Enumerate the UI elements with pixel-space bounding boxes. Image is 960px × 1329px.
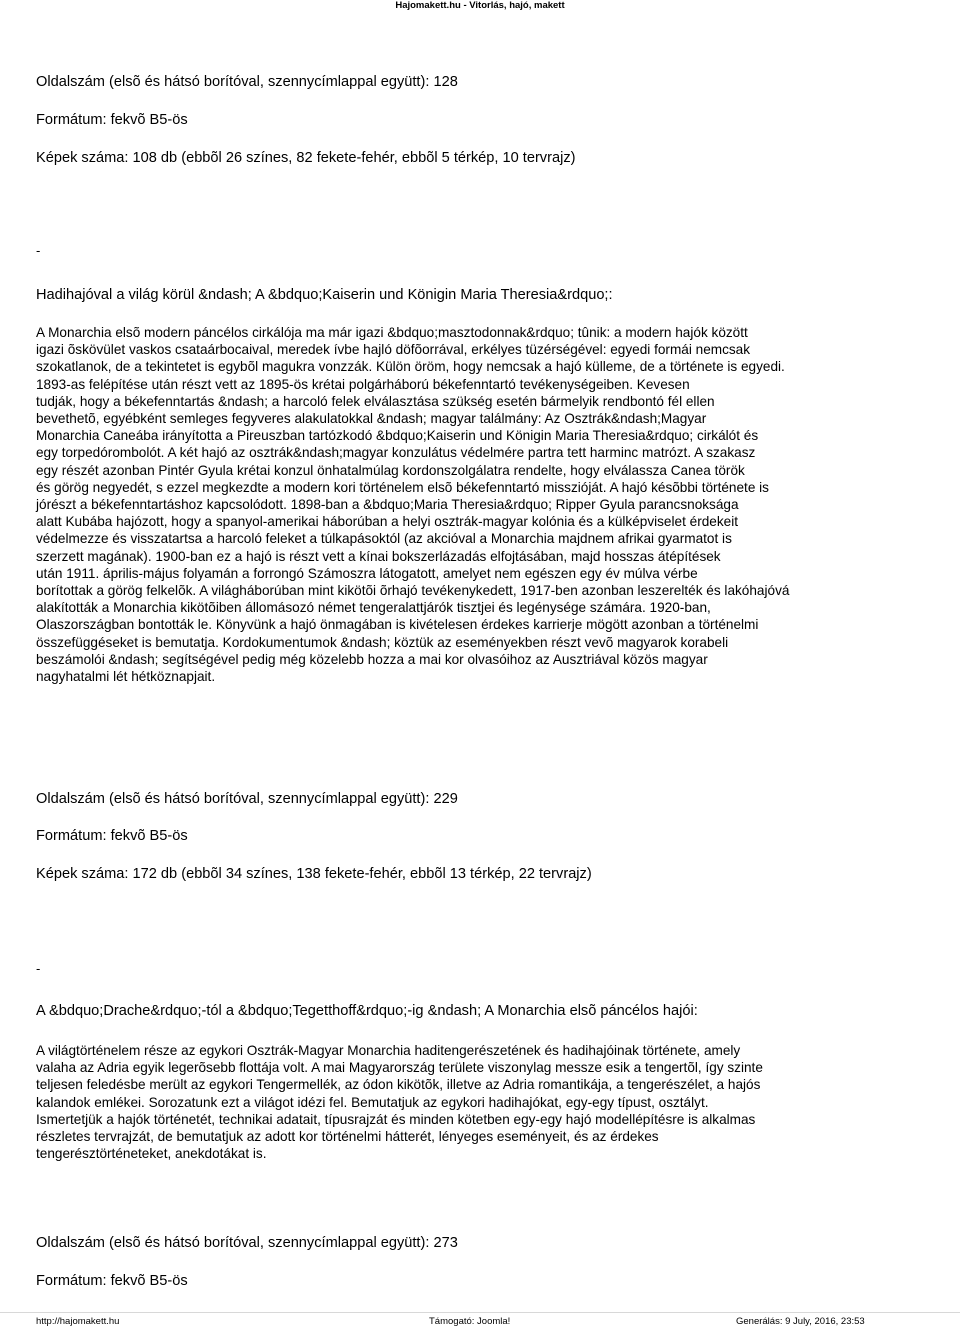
book2-image-count: Képek száma: 172 db (ebbõl 34 színes, 138 fekete-fehér, ebbõl 13 térkép, 22 tervrajz): [36, 866, 592, 882]
site-title: Hajomakett.hu - Vitorlás, hajó, makett: [395, 0, 565, 11]
book2-page-count: Oldalszám (elsõ és hátsó borítóval, szennycímlappal együtt): 229: [36, 791, 458, 807]
book1-format: Formátum: fekvõ B5-ös: [36, 112, 188, 128]
book1-line: 1893-as felépítése után részt vett az 1895-ös krétai polgárháború békefenntartó tevékenységeiben. Kevesen: [36, 376, 690, 392]
book1-page-count: Oldalszám (elsõ és hátsó borítóval, szennycímlappal együtt): 128: [36, 74, 458, 90]
book1-title: Hadihajóval a világ körül &ndash; A &bdquo;Kaiserin und Königin Maria Theresia&rdquo;:: [36, 287, 613, 303]
book2-title: A &bdquo;Drache&rdquo;-tól a &bdquo;Tegetthoff&rdquo;-ig &ndash; A Monarchia elsõ páncélos hajói:: [36, 1003, 698, 1019]
book1-line: Monarchia Caneába irányította a Pireuszban tartózkodó &bdquo;Kaiserin und Königin Maria Theresia&rdquo; cirkálót és: [36, 428, 759, 444]
book2-line: teljesen feledésbe merült az egykori Tengermellék, az ódon kikötõk, illetve az Adria romantikája, a tengerészélet, a hajós: [36, 1077, 761, 1093]
book1-line: tudják, hogy a békefenntartás &ndash; a harcoló felek elválasztása szükség esetén bármelyik rendbontó fél ellen: [36, 393, 715, 409]
book1-line: egy torpedórombolót. A két hajó az osztrák&ndash;magyar konzulátus védelmére partra tett harminc matrózt. A szakasz: [36, 445, 756, 461]
book2-line: valaha az Adria egyik legerõsebb flottája volt. A mai Magyarország területe viszonylag messze esik a tengertõl, így szinte: [36, 1060, 763, 1076]
footer-url[interactable]: http://hajomakett.hu: [36, 1316, 120, 1327]
book2-description: [36, 1042, 763, 1162]
book1-description: [36, 324, 789, 685]
book1-line: alatt Kubába hajózott, hogy a spanyol-amerikai háborúban a helyi osztrák-magyar kolónia és a külképviselet érdekeit: [36, 514, 738, 530]
book3-page-count: Oldalszám (elsõ és hátsó borítóval, szennycímlappal együtt): 273: [36, 1235, 458, 1251]
book2-line: tengerésztörténeteket, anekdotákat is.: [36, 1146, 267, 1162]
book1-line: védelmezze és visszatartsa a harcoló feleket a túlkapásoktól (az akcióval a Monarchia majdnem afrikai gyarmatot is: [36, 531, 732, 547]
book2-line: A világtörténelem része az egykori Osztrák-Magyar Monarchia haditengerészetének és hadihajóinak története, amely: [36, 1043, 741, 1058]
book2-line: Ismertetjük a hajók történetét, technikai adatait, típusrajzát és minden kötetben egy-egy hajó modellépítésre is alkalmas: [36, 1111, 756, 1127]
book1-line: szokatlanok, de a tekintetet is egybõl magukra vonzzák. Külön öröm, hogy nemcsak a hajó külleme, de a története is egyedi.: [36, 359, 785, 375]
footer-divider: [0, 1312, 960, 1313]
book1-line: után 1911. április-május folyamán a forrongó Számoszra látogatott, amelyet nem egészen egy év múlva vérbe: [36, 565, 698, 581]
book1-line: összefüggéseket is bemutatja. Kordokumentumok &ndash; köztük az eseményekben részt vevõ magyarok korabeli: [36, 634, 729, 650]
book1-line: beszámolói &ndash; segítségével pedig még közelebb hozza a mai kor olvasóihoz az Ausztriával közös magyar: [36, 651, 708, 667]
book1-line: egy részét azonban Pintér Gyula krétai konzul önhatalmúlag kordonszolgálatra rendelte, hogy elválassza Canea török: [36, 462, 745, 478]
book1-line: igazi õskövület vaskos csataárbocaival, meredek ívbe hajló döfõorrával, erkélyes tüzérségével: egyedi formái nemcsak: [36, 342, 751, 358]
book1-line: szerzett magának). 1900-ban ez a hajó is részt vett a kínai bokszerlázadás elfojtásában, majd hosszas átépítések: [36, 548, 721, 564]
book2-separator: -: [36, 961, 41, 976]
footer-generated: Generálás: 9 July, 2016, 23:53: [736, 1316, 865, 1327]
book1-line: és görög negyedét, s ezzel megkezdte a modern kori történelem elsõ békefenntartó misszióját. A hajó késõbbi története is: [36, 479, 769, 495]
book2-format: Formátum: fekvõ B5-ös: [36, 828, 188, 844]
footer-sponsor: Támogató: Joomla!: [429, 1316, 511, 1327]
page-header: [0, 0, 960, 13]
book1-line: nagyhatalmi lét hétköznapjait.: [36, 669, 216, 685]
book1-line: A Monarchia elsõ modern páncélos cirkálója ma már igazi &bdquo;masztodonnak&rdquo; tûnik: a modern hajók között: [36, 325, 748, 340]
book1-image-count: Képek száma: 108 db (ebbõl 26 színes, 82 fekete-fehér, ebbõl 5 térkép, 10 tervrajz): [36, 150, 576, 166]
book1-separator: -: [36, 243, 41, 258]
book1-line: bevethetõ, egyébként semleges fegyveres alakulatokkal &ndash; magyar találmány: Az Osztrák&ndash;Magyar: [36, 411, 707, 427]
book1-line: borítottak a görög felkelõk. A világháborúban mint kikötõi õrhajó tevékenykedett, 1917-ben azonban leszerelték és lakóhajóvá: [36, 583, 790, 599]
book3-format: Formátum: fekvõ B5-ös: [36, 1273, 188, 1289]
book1-line: jórészt a békefenntartáshoz kapcsolódott. 1898-ban a &bdquo;Maria Theresia&rdquo; Ripper Gyula parancsnoksága: [36, 497, 739, 513]
book1-line: alakították a Monarchia kikötõiben állomásozó német tengeralattjárók tisztjei és legénysége számára. 1920-ban,: [36, 600, 711, 616]
book2-line: kalandok emlékei. Sorozatunk ezt a világot idézi fel. Bemutatjuk az egykori hadihajókat, egy-egy típust, osztályt.: [36, 1094, 709, 1110]
book2-line: részletes tervrajzát, de bemutatjuk az adott kor történelmi hátterét, lényeges eseményeit, és az érdekes: [36, 1129, 659, 1145]
book1-line: Olaszországban bontották le. Könyvünk a hajó önmagában is kivételesen érdekes karrierje mögött azonban a történelmi: [36, 617, 759, 633]
